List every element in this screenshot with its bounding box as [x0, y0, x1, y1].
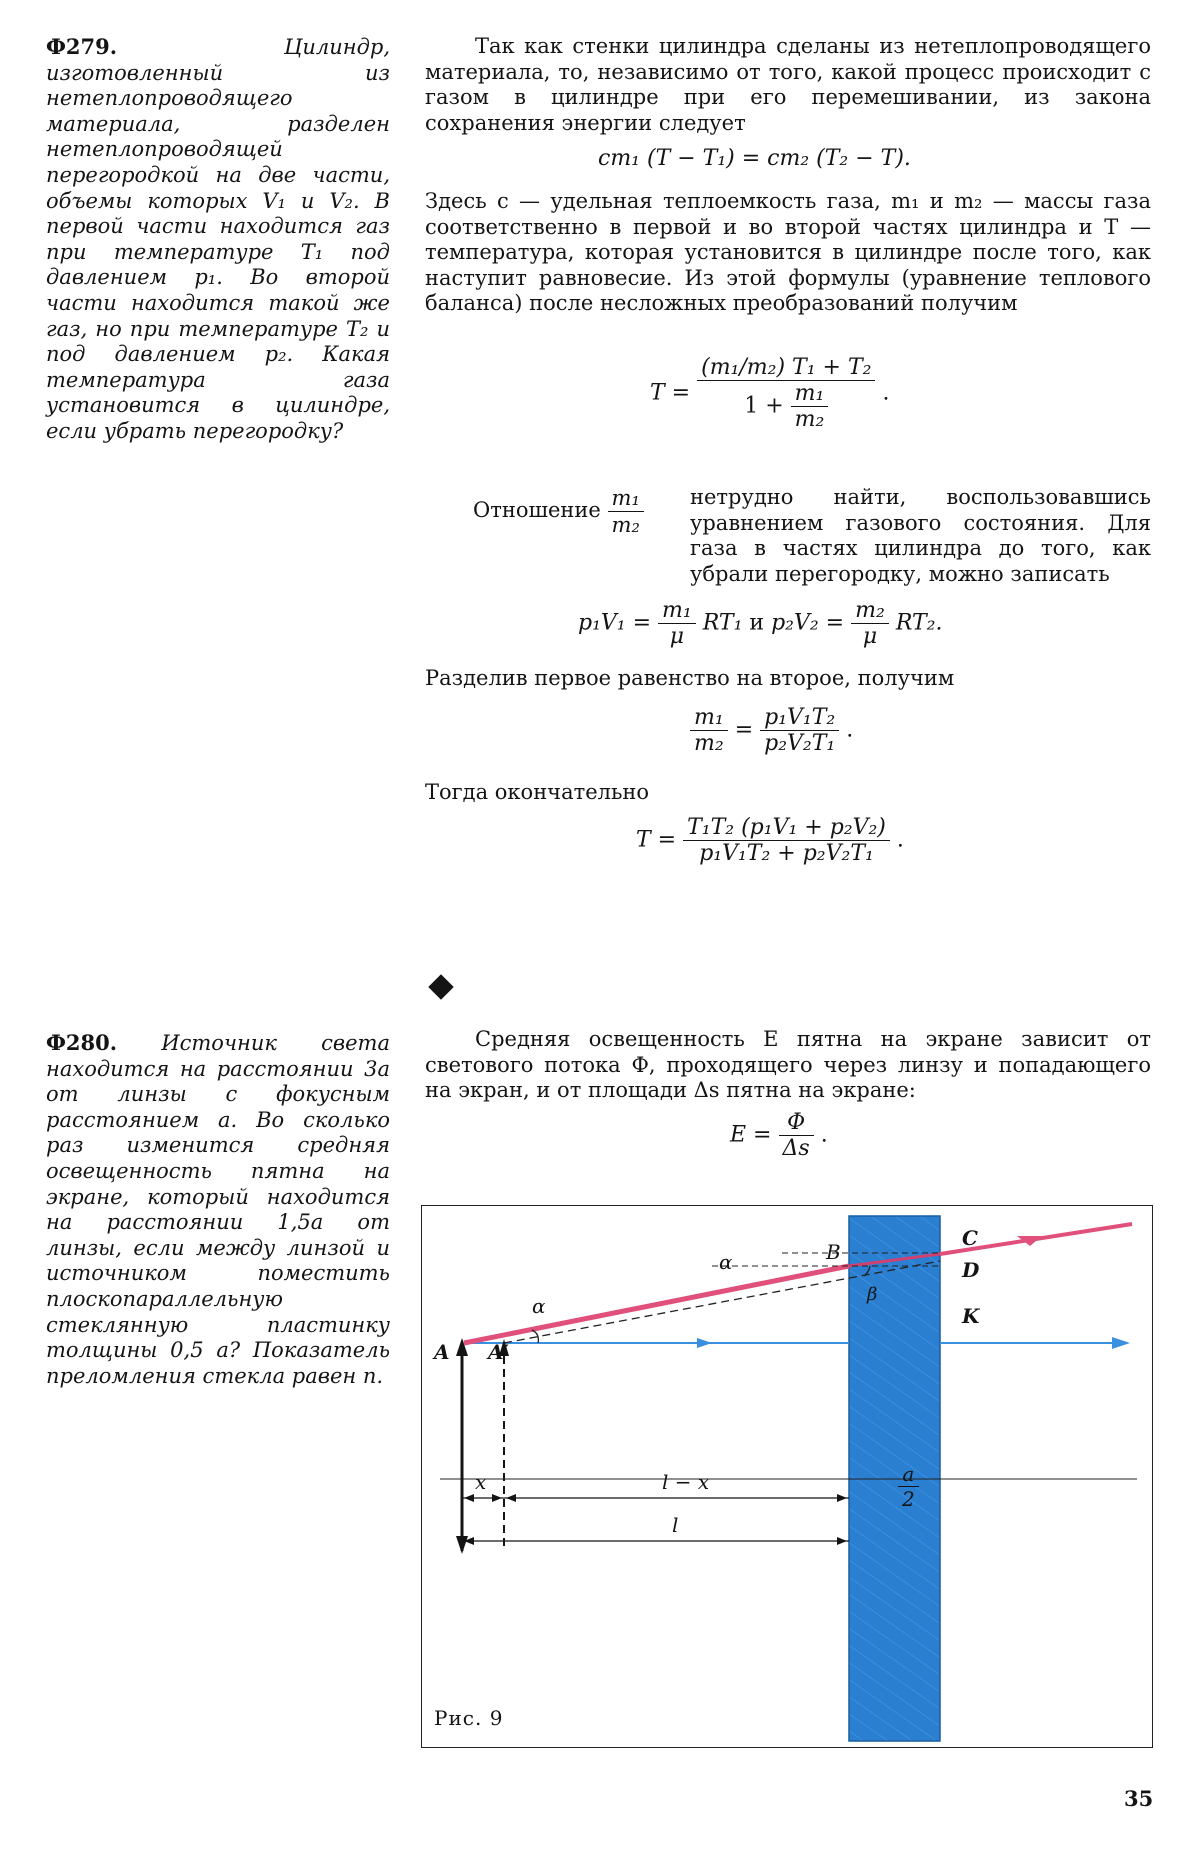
equation-mass-ratio: $\frac{\text{m₁}}{\text{m₂}}$ = $\frac{\text{p₁V₁T₂}}{\text{p₂V₂T₁}}$ .	[690, 705, 853, 756]
solution-279-para1: Так как стенки цилиндра сделаны из нетеплопроводящего материала, то, независимо от того, какой процесс происходит с газом в цилиндре при его перемешивании, из закона сохранения энергии следует	[425, 34, 1151, 135]
label-k: K	[962, 1304, 980, 1328]
eq3-a: p₁V₁ =	[578, 610, 652, 636]
eq3-frac1-den: μ	[669, 624, 685, 649]
ratio-den: m₂	[611, 513, 640, 537]
eq4-left	[690, 705, 728, 756]
eq3-b: RT₁	[702, 610, 743, 636]
eq3-frac1	[658, 598, 696, 649]
eq-illum-den: Δs	[782, 1136, 810, 1161]
eq3-frac1-num: m₁	[658, 598, 696, 624]
problem-number: Ф279.	[46, 34, 118, 59]
label-x: x	[475, 1470, 487, 1494]
solution-279-para3-line1	[690, 485, 1151, 587]
eq-m1: m₁	[791, 381, 829, 407]
eq5-lhs: T =	[636, 827, 677, 853]
eq-illum-fraction	[779, 1110, 814, 1161]
eq-mass-ratio	[791, 381, 829, 432]
eq4-right	[760, 705, 839, 756]
figure-caption: Рис. 9	[434, 1706, 504, 1730]
ray-red-incident	[464, 1266, 849, 1343]
label-a-prime: A′	[488, 1340, 509, 1364]
label-a: A	[434, 1340, 450, 1364]
label-l-minus-x: l − x	[662, 1470, 710, 1494]
eq-numerator: (m₁/m₂) T₁ + T₂	[697, 355, 875, 381]
eq-m2: m₂	[794, 407, 825, 432]
eq3-frac2-num: m₂	[851, 598, 889, 624]
ratio-fraction	[608, 485, 644, 538]
eq-denominator	[697, 381, 875, 432]
eq4-den-r: p₂V₂T₁	[764, 731, 836, 756]
eq3-c: p₂V₂ =	[771, 610, 845, 636]
ratio-num: m₁	[608, 485, 644, 512]
problem-280	[46, 1030, 390, 1389]
label-beta: β	[867, 1284, 878, 1305]
eq3-and: и	[749, 610, 765, 636]
label-b: B	[826, 1240, 841, 1264]
label-l: l	[672, 1513, 679, 1537]
a-half-num: a	[898, 1462, 919, 1487]
a-half-den: 2	[902, 1487, 915, 1511]
eq5-den: p₁V₁T₂ + p₂V₂T₁	[699, 841, 874, 866]
eq-illum-num: Φ	[779, 1110, 814, 1136]
section-bullet	[428, 974, 453, 999]
eq5-num: T₁T₂ (p₁V₁ + p₂V₂)	[683, 815, 890, 841]
eq-lhs: T =	[650, 380, 691, 406]
label-d: D	[962, 1258, 980, 1282]
eq4-num-l: m₁	[690, 705, 728, 731]
eq3-frac2	[851, 598, 889, 649]
equation-heat-balance: cm₁ (T − T₁) = cm₂ (T₂ − T).	[598, 146, 911, 171]
source-a-arrow-down	[456, 1536, 468, 1554]
eq-fraction	[697, 355, 875, 432]
para3-rest: нетрудно найти, воспользовавшись уравнением газового состояния. Для газа в частях цилиндра до того, как убрали перегородку, можно записать	[690, 485, 1151, 586]
a-half-fraction	[898, 1462, 919, 1511]
ratio-sentence-start	[473, 485, 644, 538]
figure-9	[421, 1205, 1153, 1748]
label-c: C	[962, 1226, 978, 1250]
figure-9-svg	[422, 1206, 1152, 1747]
ratio-word: Отношение	[473, 498, 601, 522]
eq4-den-l: m₂	[694, 731, 724, 756]
solution-279-para5: Тогда окончательно	[425, 780, 650, 804]
eq4-num-r: p₁V₁T₂	[760, 705, 839, 731]
problem-number: Ф280.	[46, 1030, 118, 1055]
eq3-d: RT₂.	[895, 610, 943, 636]
solution-279-para2: Здесь c — удельная теплоемкость газа, m₁ и m₂ — массы газа соответственно в первой и во второй частях цилиндра и T — температура, которая установится в цилиндре после того, как наступит равновесие. Из этой формулы (уравнение теплового баланса) после несложных преобразований получим	[425, 189, 1151, 316]
equation-gas-states	[578, 598, 942, 649]
label-alpha-left: α	[532, 1294, 546, 1318]
page-number: 35	[1124, 1786, 1154, 1811]
label-a-half	[898, 1462, 919, 1511]
equation-temperature-fraction: T = (m₁/m₂) T₁ + T₂ 1 + $\frac{\text{m₁}}{\text{m₂}}$ .	[650, 355, 890, 432]
eq-one-plus: 1 +	[744, 393, 784, 419]
solution-279-para4: Разделив первое равенство на второе, получим	[425, 666, 955, 690]
arrow-blue-2	[1112, 1337, 1130, 1349]
eq-illum-lhs: E =	[730, 1122, 772, 1148]
label-alpha-top: α	[719, 1250, 733, 1274]
equation-final-temperature: T = $\frac{\text{T₁T₂ (p₁V₁ + p₂V₂)}}{\text{p₁V₁T₂ + p₂V₂T₁}}$ .	[636, 815, 904, 866]
eq5-fraction	[683, 815, 890, 866]
problem-text: Цилиндр, изготовленный из нетеплопроводящего материала, разделен нетеплопроводящей перегородкой на две части, объемы которых V₁ и V₂. В первой части находится газ при температуре T₁ под давлением p₁. Во второй части находится такой же газ, но при температуре T₂ и под давлением p₂. Какая температура газа установится в цилиндре, если убрать перегородку?	[46, 35, 390, 443]
problem-279	[46, 34, 390, 445]
equation-illuminance: E = $\frac{\Phi}{\Delta s}$ .	[730, 1110, 828, 1161]
arrow-blue-1	[697, 1338, 712, 1348]
solution-280-para1: Средняя освещенность E пятна на экране зависит от светового потока Ф, проходящего через линзу и попадающего на экран, и от площади Δs пятна на экране:	[425, 1027, 1151, 1103]
eq3-frac2-den: μ	[862, 624, 878, 649]
problem-text: Источник света находится на расстоянии 3a от линзы с фокусным расстоянием a. Во сколько раз изменится средняя освещенность пятна на экране, который находится на расстоянии 1,5a от линзы, если между линзой и источником поместить плоскопараллельную стеклянную пластинку толщины 0,5 a? Показатель преломления стекла равен n.	[46, 1031, 390, 1388]
